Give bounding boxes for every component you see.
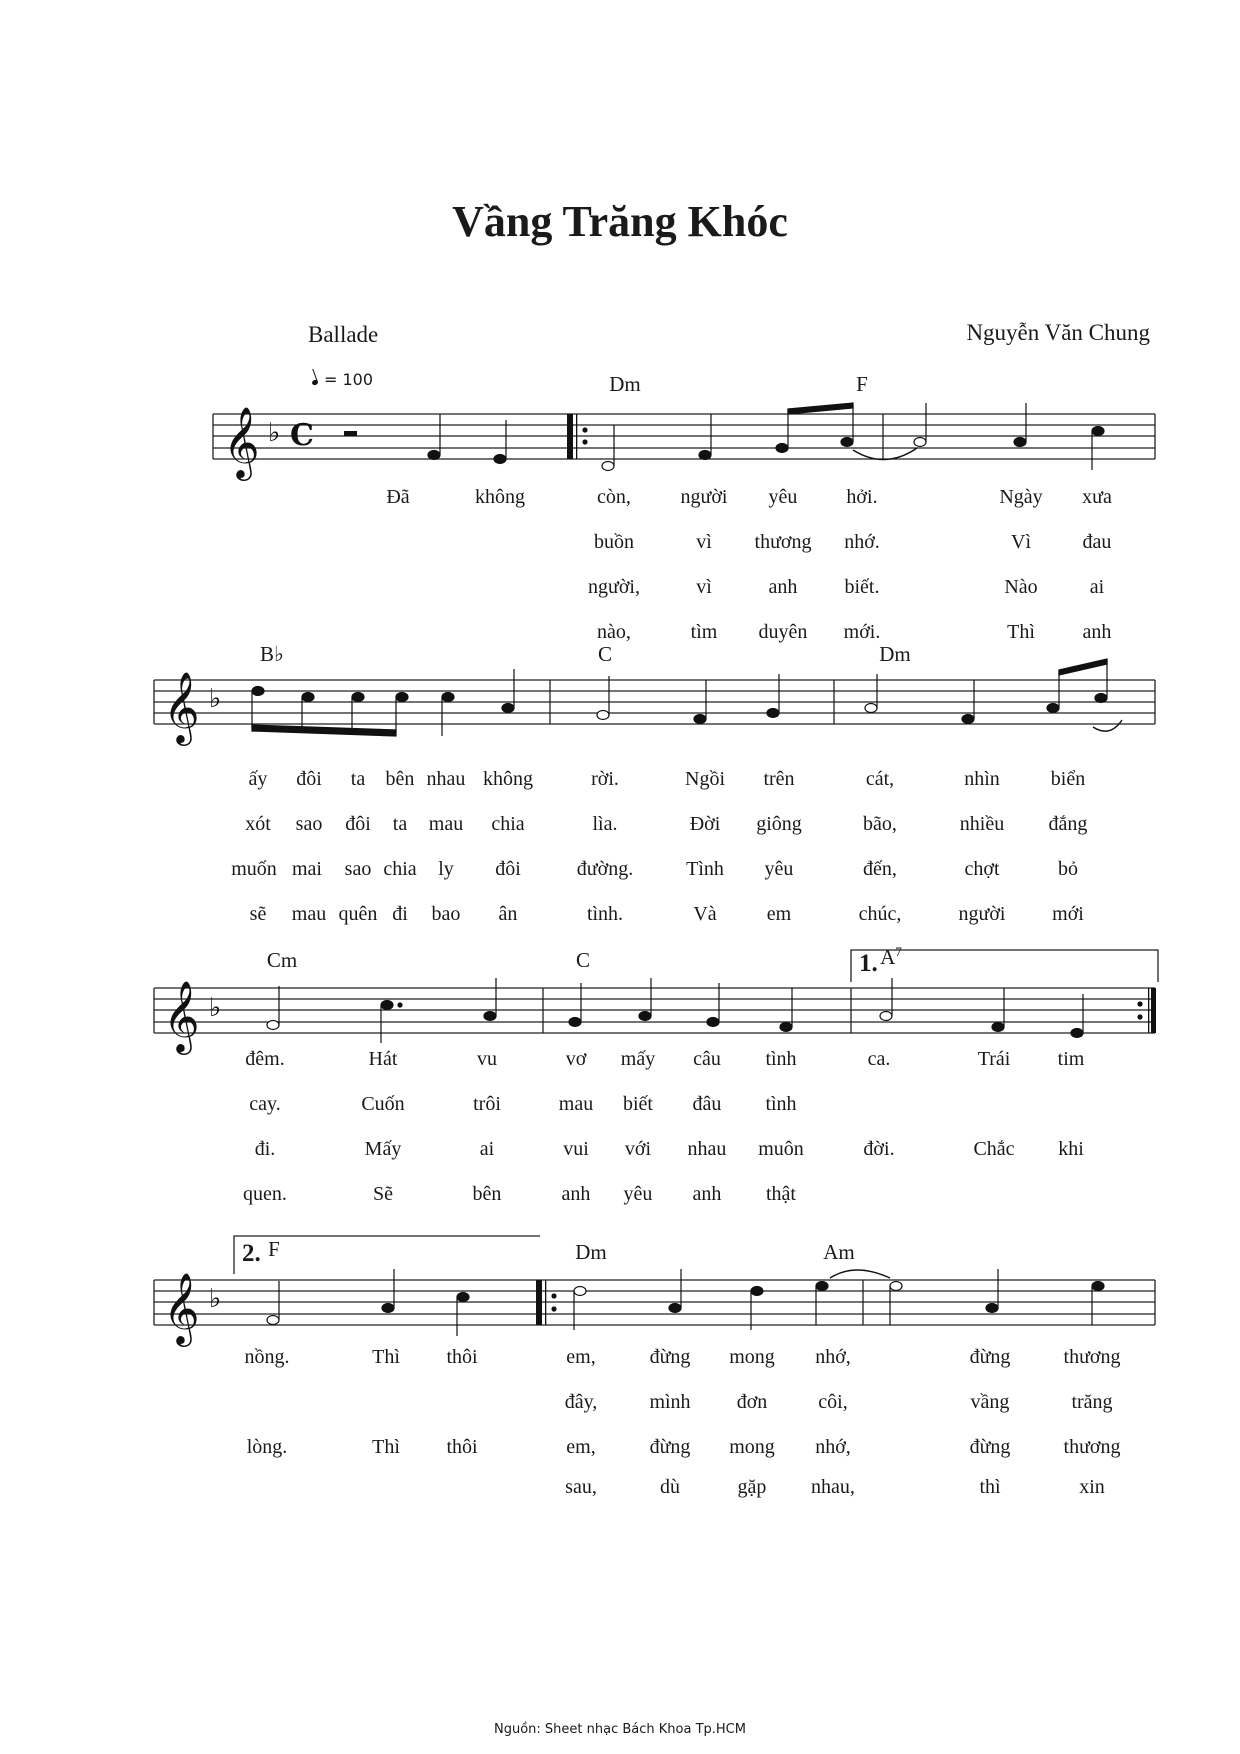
lyric-syllable: côi, xyxy=(818,1391,848,1413)
lyric-syllable: quên xyxy=(338,903,378,925)
lyric-syllable: hởi. xyxy=(846,486,878,508)
lyric-syllable: Hát xyxy=(368,1048,398,1070)
lyric-syllable: nhớ. xyxy=(844,531,880,553)
lyric-syllable: bão, xyxy=(863,813,897,835)
lyric-syllable: bên xyxy=(385,768,415,790)
chord-symbol xyxy=(880,944,902,970)
lyric-syllable: duyên xyxy=(758,621,808,643)
lyric-syllable: nhau xyxy=(426,768,466,790)
volta-number: 2. xyxy=(242,1240,261,1267)
composer-name: Nguyễn Văn Chung xyxy=(966,320,1150,345)
lyric-syllable: nhìn xyxy=(964,768,1000,790)
lyric-syllable: ta xyxy=(392,813,408,835)
lyric-syllable: ly xyxy=(438,858,454,880)
lyric-syllable: ai xyxy=(1089,576,1105,598)
lyric-syllable: mong xyxy=(729,1436,775,1458)
lyric-syllable: vầng xyxy=(970,1391,1010,1413)
lyric-syllable: đến, xyxy=(863,858,897,880)
lyric-syllable: Chắc xyxy=(973,1138,1015,1160)
lyric-syllable: mới xyxy=(1052,903,1084,925)
lyric-syllable: khi xyxy=(1058,1138,1084,1160)
lyric-syllable: người, xyxy=(588,576,640,598)
chord-symbol: C xyxy=(575,948,591,972)
lyric-syllable: rời. xyxy=(591,768,619,790)
ending-2-bracket xyxy=(234,1236,540,1274)
half-rest-icon xyxy=(344,431,357,436)
lyric-syllable: vì xyxy=(696,531,712,553)
lyric-syllable: em xyxy=(766,903,792,925)
lyric-syllable: Thì xyxy=(372,1346,400,1368)
lyric-syllable: Ngày xyxy=(999,486,1043,508)
lyric-syllable: biết xyxy=(623,1093,653,1115)
lyric-syllable: bên xyxy=(472,1183,502,1205)
volta-number: 1. xyxy=(859,950,878,977)
lyric-syllable: xót xyxy=(245,813,271,835)
lyric-syllable: Thì xyxy=(1007,621,1035,643)
lyric-syllable: gặp xyxy=(737,1476,767,1498)
lyric-syllable: xin xyxy=(1079,1476,1105,1498)
flat-icon: ♭ xyxy=(209,1284,222,1314)
lyric-syllable: đắng xyxy=(1048,813,1088,835)
lyric-syllable: Vì xyxy=(1011,531,1031,553)
lyric-syllable: Sẽ xyxy=(373,1183,393,1205)
lyric-syllable: đi xyxy=(392,903,408,925)
lyric-syllable: thì xyxy=(979,1476,1001,1498)
chord-symbol: F xyxy=(856,372,868,396)
treble-clef-icon: 𝄞 xyxy=(223,405,260,478)
lyric-syllable: đừng xyxy=(969,1436,1011,1458)
lyric-syllable: trôi xyxy=(473,1093,501,1115)
lyric-syllable: Thì xyxy=(372,1436,400,1458)
lyric-syllable: lòng. xyxy=(246,1436,288,1458)
lyric-syllable: đôi xyxy=(345,813,371,835)
lyric-syllable: sẽ xyxy=(249,903,267,925)
chord-symbol: Am xyxy=(823,1240,855,1264)
flat-icon: ♭ xyxy=(209,993,222,1023)
chord-root: F xyxy=(268,1237,280,1261)
lyric-syllable: biển xyxy=(1050,768,1086,790)
flat-icon: ♭ xyxy=(268,418,281,448)
lyric-syllable: đơn xyxy=(736,1391,768,1413)
lyric-syllable: cay. xyxy=(249,1093,281,1115)
lyric-syllable: thật xyxy=(766,1183,796,1205)
style-label: Ballade xyxy=(308,322,379,347)
lyric-syllable: thôi xyxy=(446,1436,478,1458)
lyric-syllable: ấy xyxy=(248,768,268,790)
lyric-syllable: chợt xyxy=(964,858,1000,880)
lyric-syllable: nhau, xyxy=(811,1476,855,1498)
lyric-syllable: mới. xyxy=(843,621,881,643)
tempo-marking: = 100 xyxy=(312,370,373,389)
lyric-syllable: câu xyxy=(693,1048,721,1070)
lyric-syllable: giông xyxy=(756,813,802,835)
lyric-syllable: tình xyxy=(765,1093,797,1115)
chord-symbol: Dm xyxy=(575,1240,607,1264)
song-title: Vầng Trăng Khóc xyxy=(452,197,788,246)
chord-symbol: Dm xyxy=(609,372,641,396)
lyric-syllable: mau xyxy=(428,813,464,835)
staff-1 xyxy=(213,414,1155,459)
lyric-syllable: Trái xyxy=(977,1048,1011,1070)
lyric-syllable: ta xyxy=(350,768,366,790)
lyric-syllable: chia xyxy=(491,813,525,835)
lyric-syllable: không xyxy=(483,768,533,790)
lyric-syllable: yêu xyxy=(764,858,794,880)
lyric-syllable: muốn xyxy=(231,858,277,880)
lyric-syllable: sau, xyxy=(565,1476,597,1498)
lyric-syllable: biết. xyxy=(844,576,880,598)
lyric-syllable: vì xyxy=(696,576,712,598)
lyric-syllable: trên xyxy=(763,768,795,790)
lyric-syllable: chia xyxy=(383,858,417,880)
lyric-syllable: anh xyxy=(768,576,798,598)
lyric-syllable: không xyxy=(475,486,525,508)
lyric-syllable: anh xyxy=(561,1183,591,1205)
lyric-syllable: tình xyxy=(765,1048,797,1070)
treble-clef-icon: 𝄞 xyxy=(163,1271,200,1344)
flat-icon: ♭ xyxy=(209,684,222,714)
lyric-syllable: mau xyxy=(291,903,327,925)
chord-symbol: C xyxy=(597,642,613,666)
lyric-syllable: sao xyxy=(295,813,323,835)
lyric-syllable: trăng xyxy=(1071,1391,1113,1413)
lyric-syllable: sao xyxy=(344,858,372,880)
lyric-syllable: đừng xyxy=(649,1346,691,1368)
lyric-syllable: nhiều xyxy=(959,813,1005,835)
common-time-icon: C xyxy=(290,418,314,453)
lyric-syllable: mai xyxy=(292,858,322,880)
lyric-syllable: Ngồi xyxy=(685,768,725,790)
staff-4 xyxy=(154,1280,1155,1325)
lyric-syllable: mấy xyxy=(620,1048,656,1070)
lyric-syllable: mong xyxy=(729,1346,775,1368)
lyric-syllable: nhớ, xyxy=(815,1436,851,1458)
lyric-syllable: nhau xyxy=(687,1138,727,1160)
lyric-syllable: xưa xyxy=(1082,486,1112,508)
lyric-syllable: đừng xyxy=(969,1346,1011,1368)
lyric-syllable: người xyxy=(958,903,1006,925)
lyric-syllable: buồn xyxy=(594,531,634,553)
lyric-syllable: đau xyxy=(1082,531,1112,553)
lyric-syllable: nào, xyxy=(597,621,631,643)
lyric-syllable: người xyxy=(680,486,728,508)
lyric-syllable: đi. xyxy=(254,1138,276,1160)
lyric-syllable: dù xyxy=(660,1476,680,1498)
lyric-syllable: Đã xyxy=(386,486,410,508)
source-footer: Nguồn: Sheet nhạc Bách Khoa Tp.HCM xyxy=(494,1722,746,1737)
lyric-syllable: ân xyxy=(498,903,518,925)
lyric-syllable: Và xyxy=(693,903,717,925)
lyric-syllable: đêm. xyxy=(245,1048,285,1070)
lyric-syllable: cát, xyxy=(865,768,895,790)
chord-symbol: B♭ xyxy=(260,642,284,666)
lyric-syllable: bao xyxy=(431,903,461,925)
lyric-syllable: đừng xyxy=(649,1436,691,1458)
lyric-syllable: muôn xyxy=(758,1138,804,1160)
lyric-syllable: ca. xyxy=(867,1048,891,1070)
lyric-syllable: thương xyxy=(1063,1346,1121,1368)
lyric-syllable: đâu xyxy=(692,1093,722,1115)
lyric-syllable: mau xyxy=(558,1093,594,1115)
chord-extension: 7 xyxy=(895,944,902,959)
lyric-syllable: Đời xyxy=(689,813,721,835)
lyric-syllable: tình. xyxy=(586,903,624,925)
chord-symbol: Dm xyxy=(879,642,911,666)
lyric-syllable: đôi xyxy=(495,858,521,880)
lyric-syllable: bỏ xyxy=(1058,858,1078,880)
staff-2 xyxy=(154,680,1155,724)
lyric-syllable: đường. xyxy=(576,858,634,880)
lyric-syllable: Nào xyxy=(1004,576,1038,598)
lyric-syllable: còn, xyxy=(597,486,631,508)
lyric-syllable: đời. xyxy=(863,1138,895,1160)
treble-clef-icon: 𝄞 xyxy=(163,979,200,1052)
chord-symbol: Cm xyxy=(266,948,298,972)
lyric-syllable: tim xyxy=(1057,1048,1085,1070)
lyric-syllable: yêu xyxy=(768,486,798,508)
lyric-syllable: yêu xyxy=(623,1183,653,1205)
lyric-syllable: Tình xyxy=(686,858,724,880)
lyric-syllable: em, xyxy=(566,1436,596,1458)
lyric-syllable: Cuốn xyxy=(361,1093,405,1115)
lyric-syllable: đôi xyxy=(296,768,322,790)
lyric-syllable: Mấy xyxy=(364,1138,402,1160)
lyric-syllable: thương xyxy=(1063,1436,1121,1458)
lyric-syllable: anh xyxy=(1082,621,1112,643)
lyric-syllable: vui xyxy=(563,1138,589,1160)
lyric-syllable: quen. xyxy=(243,1183,287,1205)
lyric-syllable: vu xyxy=(477,1048,497,1070)
lyric-syllable: tìm xyxy=(690,621,718,643)
lyric-syllable: thương xyxy=(754,531,812,553)
chord-symbol xyxy=(268,1236,280,1262)
lyric-syllable: nhớ, xyxy=(815,1346,851,1368)
lyric-syllable: đây, xyxy=(564,1391,598,1413)
lyric-syllable: chúc, xyxy=(858,903,902,925)
lyric-syllable: anh xyxy=(692,1183,722,1205)
lyric-syllable: với xyxy=(624,1138,652,1160)
lyric-syllable: ai xyxy=(479,1138,495,1160)
staff-3 xyxy=(154,988,1155,1033)
lyric-syllable: thôi xyxy=(446,1346,478,1368)
lyric-syllable: lìa. xyxy=(592,813,618,835)
lyric-syllable: nồng. xyxy=(244,1346,290,1368)
treble-clef-icon: 𝄞 xyxy=(163,670,200,743)
chord-root: A xyxy=(880,945,896,969)
lyric-syllable: mình xyxy=(649,1391,691,1413)
lyric-syllable: em, xyxy=(566,1346,596,1368)
lyric-syllable: vơ xyxy=(565,1048,587,1070)
